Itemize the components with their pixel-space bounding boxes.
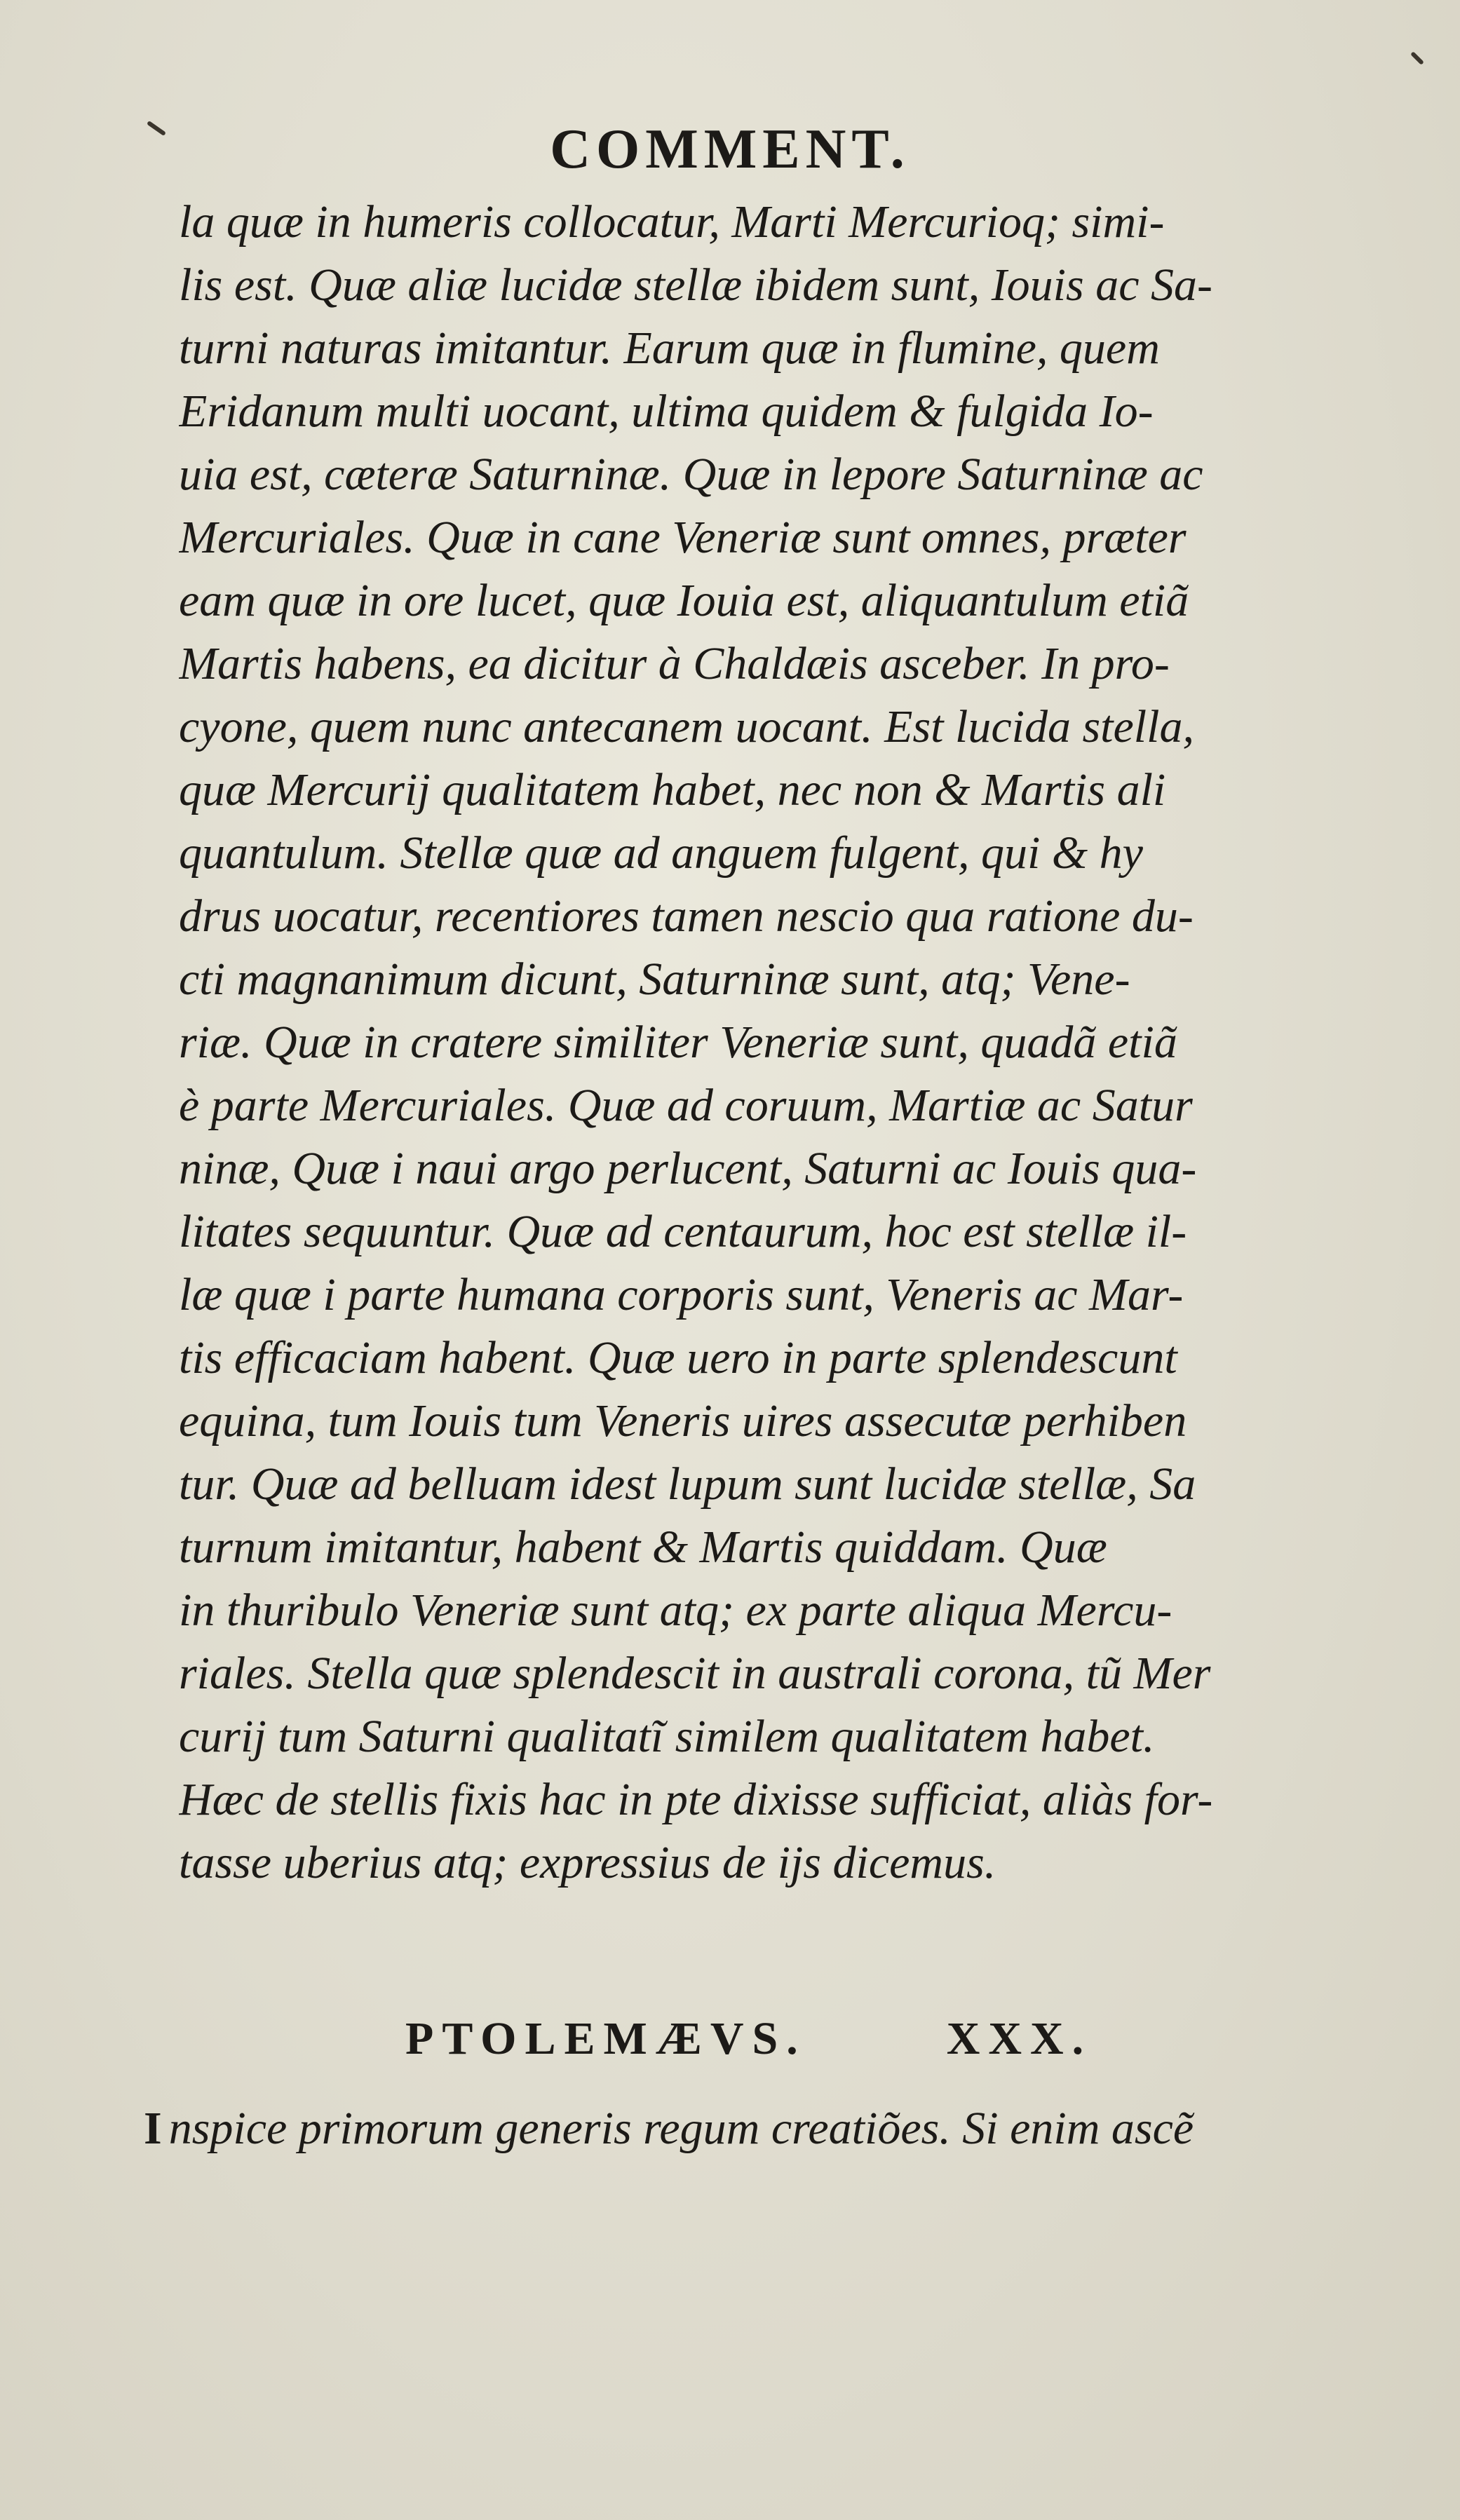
text-line: in thuribulo Veneriæ sunt atq; ex parte aliqua Mercu- [179,1585,1172,1636]
text-line: ninæ, Quæ i naui argo perlucent, Saturni ac Iouis qua- [179,1143,1197,1194]
ink-speck [1410,51,1424,65]
commentary-text [179,191,1325,1895]
text-line: quæ Mercurij qualitatem habet, nec non & Martis ali [179,764,1166,815]
opening-line [144,2102,1194,2155]
text-line: drus uocatur, recentiores tamen nescio qua ratione du- [179,890,1194,942]
text-line: uia est, cæteræ Saturninæ. Quæ in lepore Saturninæ ac [179,449,1203,500]
section-heading [405,2012,1092,2066]
section-author: PTOLEMÆVS. [405,2013,806,2064]
text-line: læ quæ i parte humana corporis sunt, Veneris ac Mar- [179,1269,1184,1320]
text-line: la quæ in humeris collocatur, Marti Mercurioq; simi- [179,196,1165,248]
text-line: litates sequuntur. Quæ ad centaurum, hoc est stellæ il- [179,1206,1187,1257]
text-line: tis efficaciam habent. Quæ uero in parte splendescunt [179,1332,1177,1383]
text-line: lis est. Quæ aliæ lucidæ stellæ ibidem sunt, Iouis ac Sa- [179,259,1212,311]
text-line: cyone, quem nunc antecanem uocant. Est lucida stella, [179,701,1194,752]
text-line: riæ. Quæ in cratere similiter Veneriæ sunt, quadã etiã [179,1017,1177,1068]
text-line: Eridanum multi uocant, ultima quidem & fulgida Io- [179,386,1154,437]
text-line: tur. Quæ ad belluam idest lupum sunt lucidæ stellæ, Sa [179,1458,1196,1510]
text-line: Mercuriales. Quæ in cane Veneriæ sunt omnes, præter [179,512,1187,563]
text-line: Hæc de stellis fixis hac in pte dixisse sufficiat, aliàs for- [179,1774,1213,1825]
text-line: cti magnanimum dicunt, Saturninæ sunt, atq; Vene- [179,954,1130,1005]
text-line: equina, tum Iouis tum Veneris uires assecutæ perhiben [179,1395,1187,1447]
initial-letter: I [144,2103,162,2154]
text-line: riales. Stella quæ splendescit in australi corona, tũ Mer [179,1648,1211,1699]
text-line: eam quæ in ore lucet, quæ Iouia est, aliquantulum etiã [179,575,1189,626]
text-line: turnum imitantur, habent & Martis quiddam. Quæ [179,1522,1107,1573]
text-line: tasse uberius atq; expressius de ijs dicemus. [179,1837,996,1888]
text-line: turni naturas imitantur. Earum quæ in flumine, quem [179,323,1160,374]
text-line: curij tum Saturni qualitatĩ similem qualitatem habet. [179,1711,1155,1762]
section-number: XXX. [946,2013,1093,2064]
running-head: COMMENT. [550,118,910,180]
text-line: è parte Mercuriales. Quæ ad coruum, Martiæ ac Satur [179,1080,1193,1131]
text-line: Martis habens, ea dicitur à Chaldæis asceber. In pro- [179,638,1170,689]
text-line: quantulum. Stellæ quæ ad anguem fulgent, qui & hy [179,827,1143,879]
opening-text: nspice primorum generis regum creatiões. Si enim ascẽ [168,2103,1194,2154]
